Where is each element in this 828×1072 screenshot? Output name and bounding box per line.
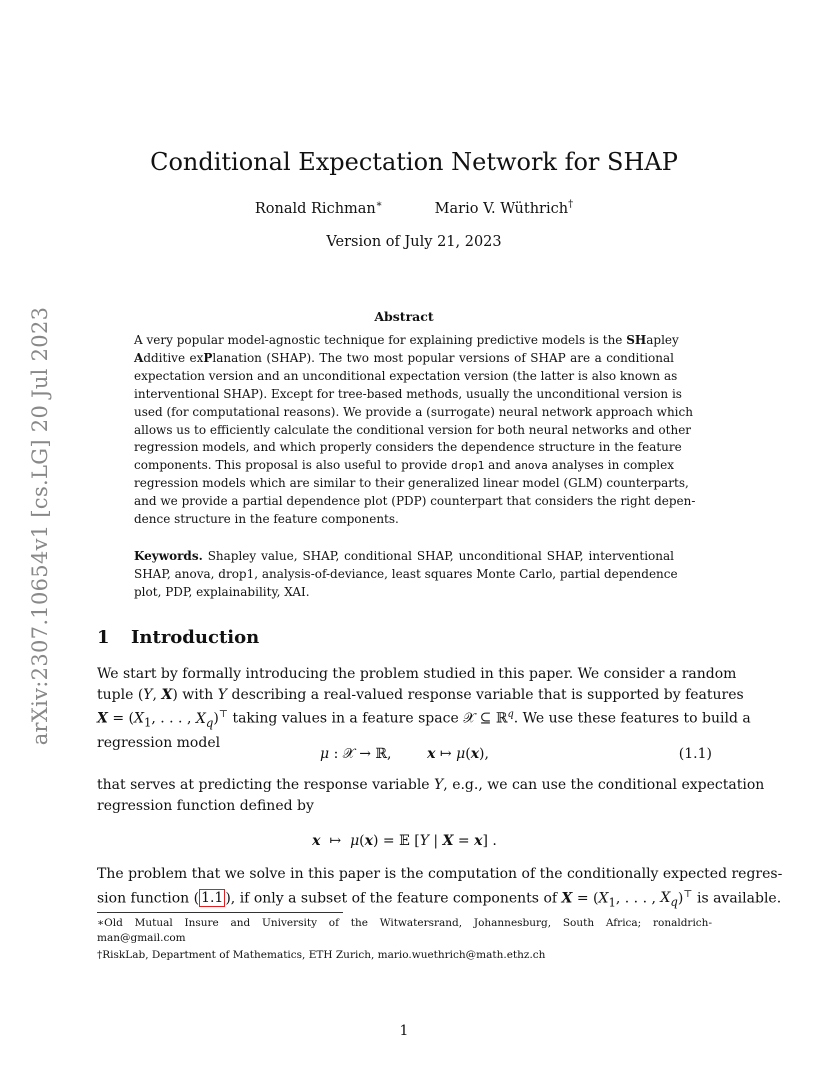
abstract-line: A very popular model-agnostic technique for explaining predictive models is the SHapley <box>134 333 679 347</box>
abstract-line: dence structure in the feature components. <box>134 512 399 527</box>
keywords-line: Keywords. Shapley value, SHAP, conditional SHAP, unconditional SHAP, interventional <box>134 549 674 563</box>
footnote <box>97 948 712 963</box>
section-heading <box>97 627 259 648</box>
paragraph-line: that serves at predicting the response variable Y, e.g., we can use the conditional expectation <box>97 777 765 793</box>
paper-title: Conditional Expectation Network for SHAP <box>150 148 678 176</box>
abstract-line: allows us to efficiently calculate the conditional version for both neural networks and other <box>134 422 692 437</box>
keywords <box>134 548 678 602</box>
paragraph <box>97 775 765 816</box>
section-number: 1 <box>97 627 110 648</box>
footnote-line: †RiskLab, Department of Mathematics, ETH Zurich, mario.wuethrich@math.ethz.ch <box>97 949 546 961</box>
keywords-line: SHAP, anova, drop1, analysis-of-deviance, least squares Monte Carlo, partial dependence <box>134 566 678 581</box>
author-name: Ronald Richman <box>254 200 376 217</box>
keywords-label: Keywords. <box>134 549 203 563</box>
authors <box>0 199 828 217</box>
arxiv-identifier: arXiv:2307.10654v1 [cs.LG] 20 Jul 2023 <box>28 306 52 746</box>
footnote <box>97 916 712 946</box>
equation <box>97 833 712 849</box>
footnote-rule <box>97 912 343 913</box>
paragraph-line: sion function ( 1.1 ), if only a subset of the feature components of $X = (X_1$, . . . , $X_q)^⊤$ is available. <box>97 888 782 909</box>
author-name: Mario V. Wüthrich <box>434 200 569 217</box>
paragraph-line: We start by formally introducing the problem studied in this paper. We consider a random <box>97 666 737 682</box>
equation-reference-link[interactable]: 1.1 <box>201 890 224 907</box>
abstract-heading: Abstract <box>374 309 434 324</box>
paragraph <box>97 864 783 912</box>
abstract-line: expectation version and an unconditional expectation version (the latter is also known as <box>134 368 678 383</box>
abstract-line: regression models, and which properly considers the dependence structure in the feature <box>134 440 682 455</box>
author-footnote-mark: † <box>568 199 574 210</box>
author-footnote-mark: ∗ <box>375 199 383 210</box>
equation-number: (1.1) <box>678 746 712 762</box>
abstract-line: interventional SHAP). Except for tree-based methods, usually the unconditional version is <box>134 386 682 401</box>
footnote-line: ∗Old Mutual Insure and University of the Witwatersrand, Johannesburg, South Africa; ronaldrich- <box>97 917 712 929</box>
abstract-text <box>134 332 696 529</box>
page-number: 1 <box>399 1023 409 1039</box>
equation-body: x ↦ μ(x) = 𝔼 [Y | X = x] . <box>312 833 497 849</box>
footnote-line: man@gmail.com <box>97 932 186 944</box>
equation-body: μ : 𝒳 → ℝ, x ↦ μ(x), <box>320 746 489 762</box>
abstract-line: regression models which are similar to their generalized linear model (GLM) counterparts, <box>134 476 689 491</box>
abstract-line: and we provide a partial dependence plot (PDP) counterpart that considers the right depen- <box>134 494 696 509</box>
paragraph-line: tuple (Y, X) with Y describing a real-valued response variable that is supported by features <box>97 686 744 703</box>
section-title: Introduction <box>131 627 260 648</box>
paragraph-line: regression model <box>97 734 221 751</box>
version-date: Version of July 21, 2023 <box>326 234 502 250</box>
abstract-line: used (for computational reasons). We provide a (surrogate) neural network approach which <box>134 404 693 419</box>
abstract-line: components. This proposal is also useful to provide drop1 and anova analyses in complex <box>134 458 674 473</box>
paragraph-line: regression function defined by <box>97 797 314 814</box>
paragraph-line: The problem that we solve in this paper is the computation of the conditionally expected regres- <box>97 866 783 882</box>
keywords-line: plot, PDP, explainability, XAI. <box>134 584 310 599</box>
paragraph <box>97 664 751 753</box>
paragraph-line: $X = (X_1$, . . . , $X_q)^⊤$ taking values in a feature space 𝒳 ⊆ ℝ$^q$. We use these features to build a <box>97 709 751 730</box>
abstract-line: Additive exPlanation (SHAP). The two most popular versions of SHAP are a conditional <box>134 350 674 365</box>
